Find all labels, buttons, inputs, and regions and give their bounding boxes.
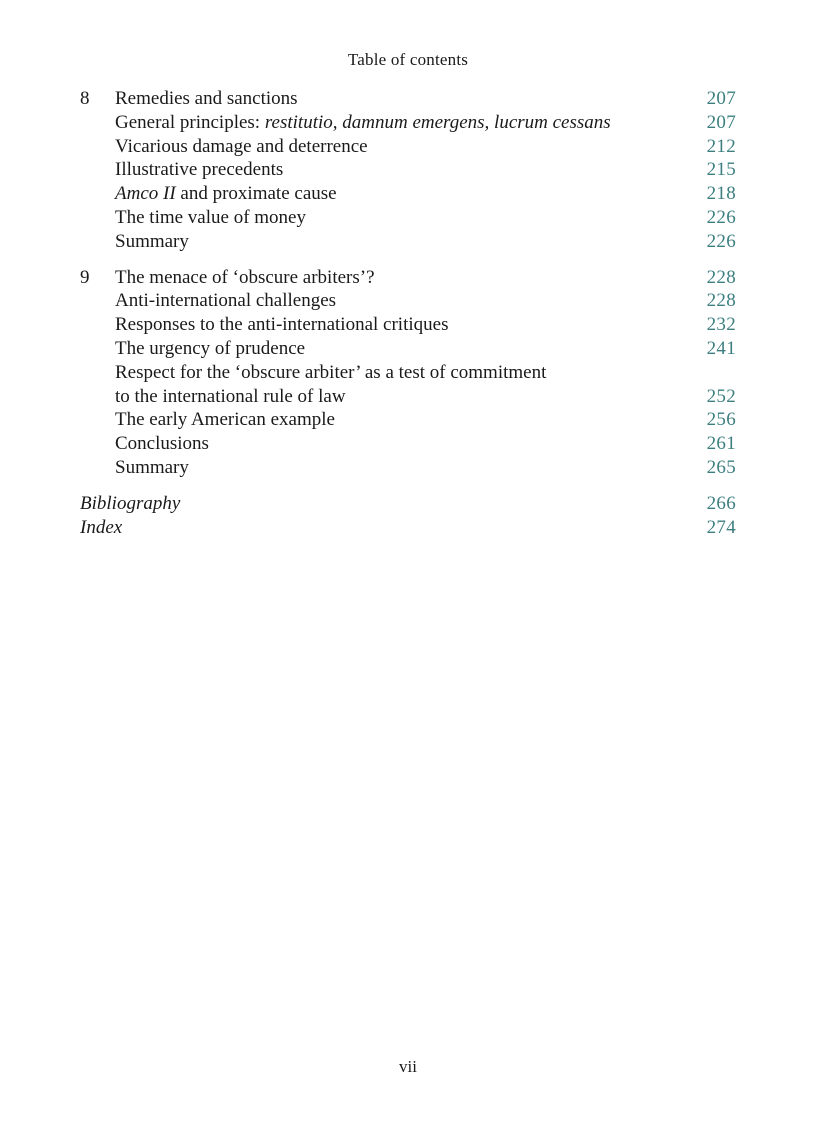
entry-title-text: General principles: — [115, 111, 265, 133]
back-matter — [80, 492, 736, 540]
page-number: 241 — [706, 337, 736, 359]
entry-title: The early American example — [115, 409, 335, 431]
page-number: 261 — [706, 433, 736, 455]
chapter-8 — [80, 87, 736, 254]
entry-title: to the international rule of law — [115, 385, 346, 407]
chapter-title: The menace of ‘obscure arbiters’? — [115, 266, 375, 288]
page-number: 212 — [706, 135, 736, 157]
page-number: 265 — [706, 456, 736, 478]
page-number: 266 — [706, 492, 736, 514]
toc-entry[interactable] — [80, 432, 736, 456]
page-number: 274 — [706, 516, 736, 538]
page-number: 207 — [706, 88, 736, 109]
back-matter-bibliography[interactable] — [80, 492, 736, 516]
entry-title: Responses to the anti-international critiques — [115, 314, 449, 336]
entry-title: Illustrative precedents — [115, 159, 284, 181]
page-number: 226 — [706, 230, 736, 252]
entry-title — [80, 182, 695, 206]
entry-title: Index — [80, 516, 123, 538]
page-number: 207 — [706, 111, 736, 133]
page-number: 252 — [706, 385, 736, 407]
chapter-9 — [80, 266, 736, 480]
toc-entry[interactable] — [80, 182, 736, 206]
toc-entry[interactable] — [80, 111, 736, 135]
entry-title: Conclusions — [115, 433, 209, 455]
entry-title-italic: Amco II — [115, 183, 176, 205]
chapter-heading[interactable] — [80, 266, 736, 290]
page-number: 228 — [706, 290, 736, 312]
page-number: 218 — [706, 183, 736, 205]
entry-title: The urgency of prudence — [115, 337, 306, 359]
entry-title: Summary — [115, 456, 189, 478]
toc-entry[interactable] — [80, 408, 736, 432]
chapter-heading[interactable] — [80, 87, 736, 111]
page-number: 226 — [706, 206, 736, 228]
toc-entry[interactable] — [80, 135, 736, 159]
entry-title: The time value of money — [115, 206, 306, 228]
entry-title: Respect for the ‘obscure arbiter’ as a test of commitment — [115, 361, 547, 383]
running-head: Table of contents — [347, 50, 469, 69]
entry-title-italic: restitutio, damnum emergens, lucrum cessans — [264, 111, 611, 133]
page-number: 215 — [706, 159, 736, 181]
page-number: 228 — [706, 266, 736, 288]
chapter-title: Remedies and sanctions — [115, 88, 298, 109]
table-of-contents — [80, 87, 736, 551]
back-matter-index[interactable] — [80, 516, 736, 540]
toc-entry-line-2[interactable] — [80, 385, 736, 409]
entry-title: Vicarious damage and deterrence — [115, 135, 368, 157]
entry-title: Bibliography — [80, 492, 181, 514]
entry-title: Anti-international challenges — [115, 290, 337, 312]
toc-entry[interactable] — [80, 313, 736, 337]
toc-entry[interactable] — [80, 206, 736, 230]
toc-entry[interactable] — [80, 230, 736, 254]
entry-title — [80, 111, 695, 135]
toc-entry-line-1[interactable] — [80, 361, 736, 385]
toc-entry[interactable] — [80, 158, 736, 182]
entry-title-text: and proximate cause — [175, 183, 337, 205]
page-number: 256 — [706, 409, 736, 431]
toc-entry[interactable] — [80, 289, 736, 313]
page-number: 232 — [706, 314, 736, 336]
toc-entry[interactable] — [80, 456, 736, 480]
chapter-number: 8 — [80, 88, 90, 109]
entry-title: Summary — [115, 230, 189, 252]
chapter-number: 9 — [80, 266, 90, 288]
folio: vii — [399, 1057, 417, 1076]
toc-entry[interactable] — [80, 337, 736, 361]
